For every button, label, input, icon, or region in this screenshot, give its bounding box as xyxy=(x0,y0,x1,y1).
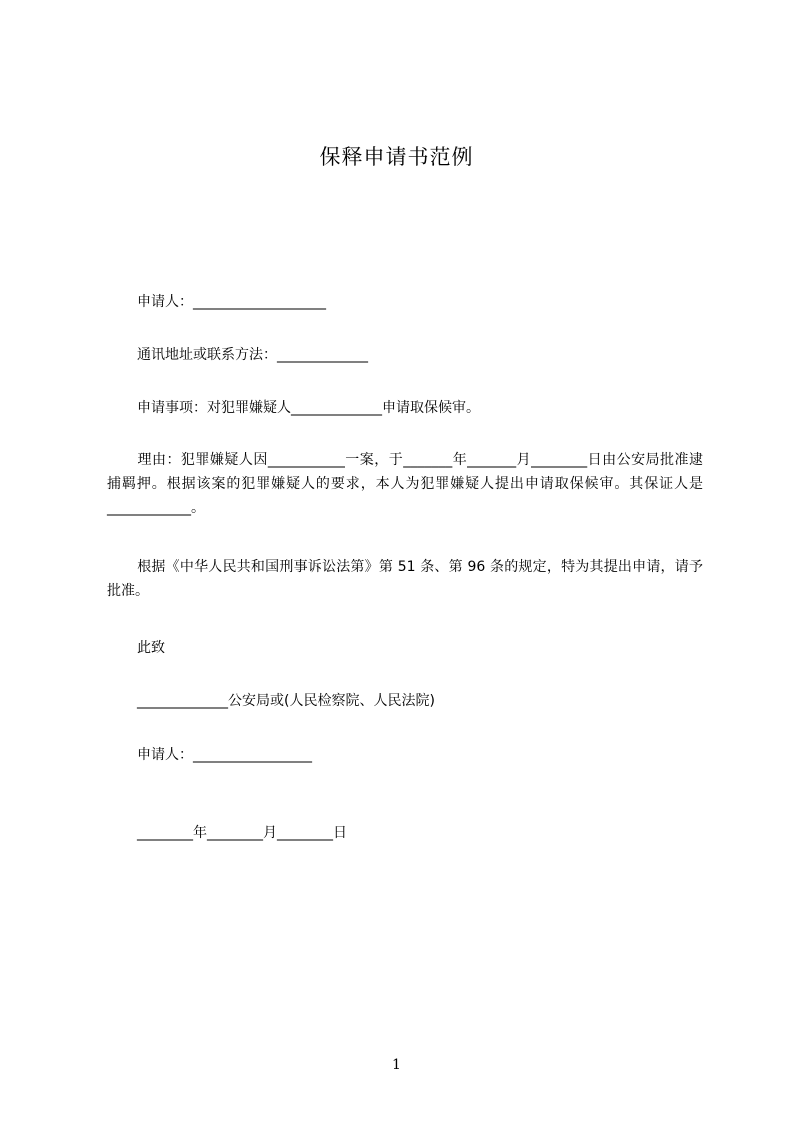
legal-basis-text: 根据《中华人民共和国刑事诉讼法第》第 51 条、第 96 条的规定，特为其提出申请，请予批准。 xyxy=(107,559,703,599)
reason-text: 理由：犯罪嫌疑人因___________一案，于_______年_______月________日由公安局批准逮捕羁押。根据该案的犯罪嫌疑人的要求，本人为犯罪嫌疑人提出申请取保候审。其保证人是____________。 xyxy=(107,452,703,516)
contact-line: 通讯地址或联系方法：_____________ xyxy=(137,347,368,363)
legal-basis-paragraph xyxy=(107,555,703,603)
date-line: ________年________月________日 xyxy=(137,825,347,841)
applicant-line: 申请人：___________________ xyxy=(137,294,326,310)
signature-line: 申请人：_________________ xyxy=(137,747,312,763)
matter-line: 申请事项：对犯罪嫌疑人_____________申请取保候审。 xyxy=(137,400,480,416)
page-number: 1 xyxy=(392,1057,401,1073)
recipient-line: _____________公安局或(人民检察院、人民法院) xyxy=(137,693,435,709)
reason-paragraph xyxy=(107,448,703,520)
salutation: 此致 xyxy=(137,640,165,656)
document-title: 保释申请书范例 xyxy=(319,145,474,169)
